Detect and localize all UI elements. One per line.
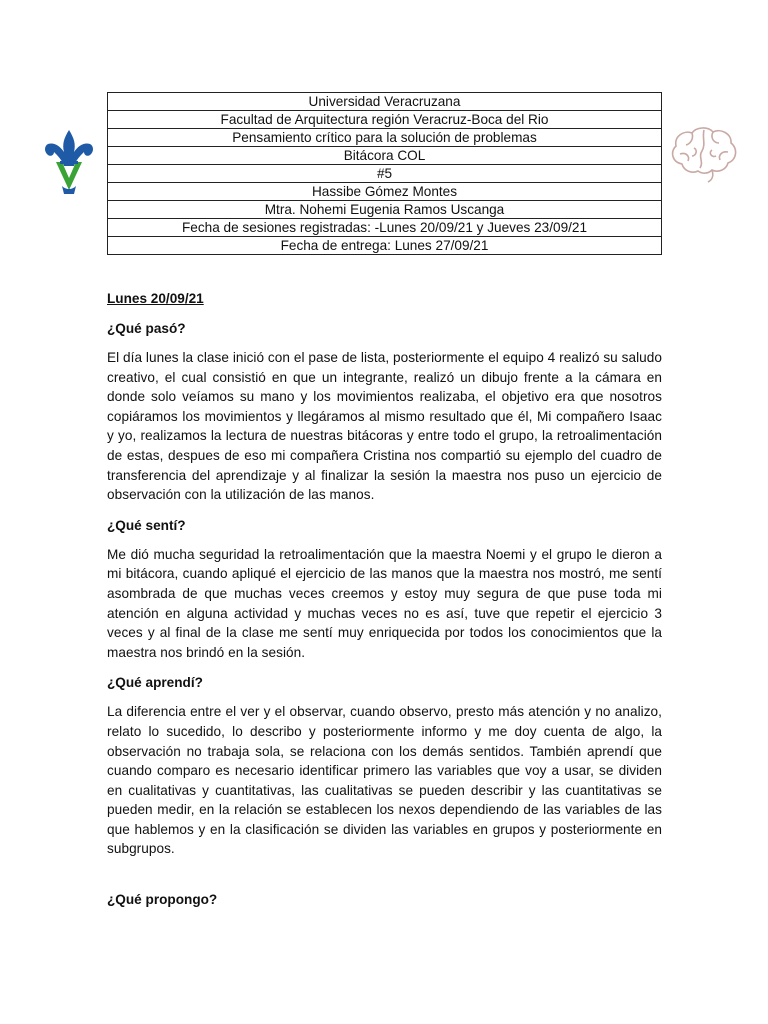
paragraph-que-aprendi: La diferencia entre el ver y el observar, cuando observo, presto más atención y no analizo, relato lo sucedido, lo describo y posteriormente informo y me doy cuenta de algo, la observación no trabaja sola, se relaciona con los demás sentidos. También aprendí que cuando comparo es necesario identificar primero las variables que voy a usar, se dividen en cualitativas y cuantitativas, las cualitativas se pueden describir y las cuantitativas se pueden medir, en la relación se establecen los nexos dependiendo de las variables de las que hablemos y en la clasificación se dividen las variables en grupos y posteriormente en subgrupos. [107, 704, 662, 857]
header-document-type: Bitácora COL [108, 147, 662, 165]
paragraph-que-senti: Me dió mucha seguridad la retroalimentación que la maestra Noemi y el grupo le dieron a mi bitácora, cuando apliqué el ejercicio de las manos que la maestra nos mostró, me sentí asombrada de que muchas veces creemos y estoy muy segura de que puse toda mi atención en alguna actividad y muchas veces no es así, tuve que repetir el ejercicio 3 veces y al final de la clase me sentí muy enriquecida por todos los conocimientos que la maestra nos brindó en la sesión. [107, 546, 662, 660]
header-course: Pensamiento crítico para la solución de problemas [108, 129, 662, 147]
question-heading-que-aprendi: ¿Qué aprendí? [107, 675, 203, 691]
header-row [108, 165, 662, 183]
question-heading-que-paso: ¿Qué pasó? [107, 321, 186, 336]
date-heading: Lunes 20/09/21 [107, 291, 204, 306]
header-teacher: Mtra. Nohemi Eugenia Ramos Uscanga [108, 201, 662, 219]
header-session-dates: Fecha de sesiones registradas: -Lunes 20/09/21 y Jueves 23/09/21 [108, 219, 662, 237]
header-university: Universidad Veracruzana [108, 93, 662, 111]
header-row [108, 183, 662, 201]
header-row [108, 93, 662, 111]
header-number: #5 [108, 165, 662, 183]
paragraph-que-paso: El día lunes la clase inició con el pase de lista, posteriormente el equipo 4 realizó su saludo creativo, el cual consistió en que un integrante, realizó un dibujo frente a la cámara en donde solo veíamos su mano y los movimientos realizaba, el objetivo era que nosotros copiáramos los movimientos y llegáramos al mismo resultado que él, Mi compañero Isaac y yo, realizamos la lectura de nuestras bitácoras y entre todo el grupo, la retroalimentación de estas, despues de eso mi compañera Cristina nos compartió su ejemplo del cuadro de transferencia del aprendizaje y al finalizar la sesión la maestra nos puso un ejercicio de observación con la utilización de las manos. [107, 350, 662, 503]
spacer [107, 871, 662, 891]
header-row [108, 111, 662, 129]
university-emblem-icon [42, 128, 96, 196]
brain-icon [668, 124, 740, 186]
document-body [107, 290, 662, 919]
header-table [107, 92, 662, 255]
header-faculty: Facultad de Arquitectura región Veracruz-Boca del Rio [108, 111, 662, 129]
header-student: Hassibe Gómez Montes [108, 183, 662, 201]
header-row [108, 147, 662, 165]
question-heading-que-propongo: ¿Qué propongo? [107, 892, 218, 908]
header-row [108, 201, 662, 219]
header-row [108, 219, 662, 237]
question-heading-que-senti: ¿Qué sentí? [107, 517, 186, 533]
header-row [108, 237, 662, 255]
header-row [108, 129, 662, 147]
header-delivery-date: Fecha de entrega: Lunes 27/09/21 [108, 237, 662, 255]
